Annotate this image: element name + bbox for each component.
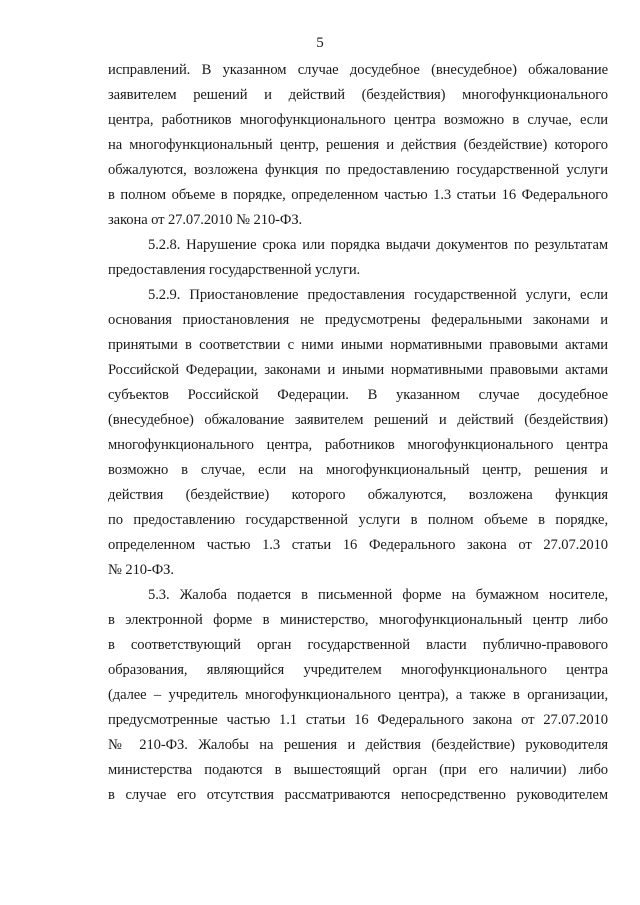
text-line: обжалуются, возложена функция по предоставлению государственной услуги — [108, 162, 608, 178]
text-line: 5.2.9. Приостановление предоставления государственной услуги, если — [148, 287, 608, 303]
text-line: в электронной форме в министерство, многофункциональный центр либо — [108, 612, 608, 628]
text-line: действия (бездействие) которого обжалуются, возложена функция — [108, 487, 608, 503]
text-line: № 210-ФЗ. Жалобы на решения и действия (бездействие) руководителя — [108, 737, 608, 753]
text-line: 5.2.8. Нарушение срока или порядка выдачи документов по результатам — [148, 237, 608, 253]
text-line: принятыми в соответствии с ними иными нормативными правовыми актами — [108, 337, 608, 353]
text-line: Российской Федерации, законами и иными нормативными правовыми актами — [108, 362, 608, 378]
text-line: предоставления государственной услуги. — [108, 262, 361, 278]
text-line: предусмотренные частью 1.1 статьи 16 Федерального закона от 27.07.2010 — [108, 712, 608, 728]
text-line: (внесудебное) обжалование заявителем решений и действий (бездействия) — [108, 412, 608, 428]
text-line: в полном объеме в порядке, определенном частью 1.3 статьи 16 Федерального — [108, 187, 608, 203]
document-body — [108, 58, 608, 808]
text-line: по предоставлению государственной услуги в полном объеме в порядке, — [108, 512, 608, 528]
text-line: исправлений. В указанном случае досудебное (внесудебное) обжалование — [108, 62, 608, 78]
text-line: на многофункциональный центр, решения и действия (бездействие) которого — [108, 137, 608, 153]
paragraph-continuation — [108, 58, 608, 233]
text-line: 5.3. Жалоба подается в письменной форме на бумажном носителе, — [148, 587, 608, 603]
text-line: в случае его отсутствия рассматриваются непосредственно руководителем — [108, 787, 608, 803]
text-line: образования, являющийся учредителем многофункционального центра — [108, 662, 608, 678]
text-line: определенном частью 1.3 статьи 16 Федерального закона от 27.07.2010 — [108, 537, 608, 553]
text-line: заявителем решений и действий (бездействия) многофункционального — [108, 87, 608, 103]
text-line: (далее – учредитель многофункционального центра), а также в организации, — [108, 687, 608, 703]
page-number: 5 — [316, 35, 324, 51]
paragraph-5-2-8 — [108, 233, 608, 283]
text-line: многофункционального центра, работников многофункционального центра — [108, 437, 608, 453]
text-line: центра, работников многофункционального центра возможно в случае, если — [108, 112, 608, 128]
text-line: субъектов Российской Федерации. В указанном случае досудебное — [108, 387, 608, 403]
text-line: основания приостановления не предусмотрены федеральными законами и — [108, 312, 608, 328]
text-line: министерства подаются в вышестоящий орган (при его наличии) либо — [108, 762, 608, 778]
paragraph-5-2-9 — [108, 283, 608, 583]
paragraph-5-3 — [108, 583, 608, 808]
text-line: возможно в случае, если на многофункциональный центр, решения и — [108, 462, 608, 478]
text-line: закона от 27.07.2010 № 210-ФЗ. — [108, 212, 303, 228]
text-line: в соответствующий орган государственной власти публично-правового — [108, 637, 608, 653]
text-line: № 210-ФЗ. — [108, 562, 174, 578]
